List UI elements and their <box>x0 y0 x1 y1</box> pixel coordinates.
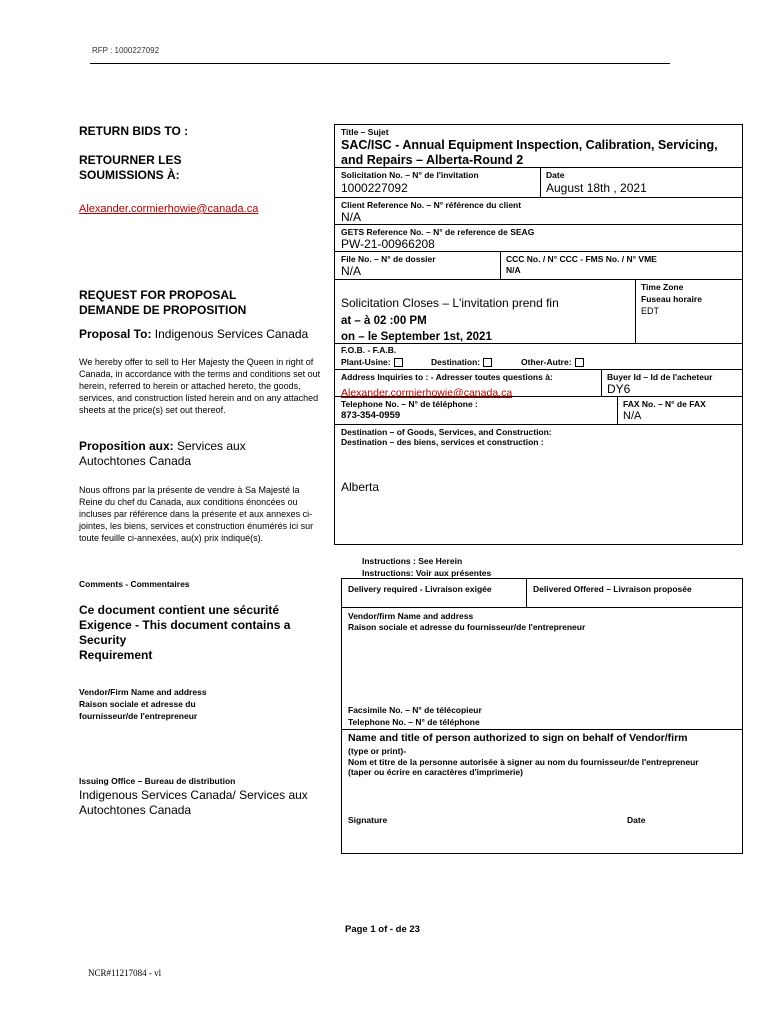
authorized-row[interactable] <box>342 729 742 853</box>
date-sign-label: Date <box>627 815 646 825</box>
title-label: Title – Sujet <box>341 127 389 137</box>
file-label: File No. – N° de dossier <box>341 254 436 264</box>
ccc-value: N/A <box>506 265 521 275</box>
instructions-line-2: Instructions: Voir aux présentes <box>362 568 492 578</box>
divider <box>540 168 541 198</box>
plant-checkbox[interactable] <box>394 358 403 367</box>
return-bids-fr-1: RETOURNER LES <box>79 153 182 167</box>
plant-option[interactable] <box>341 357 403 367</box>
destination-option[interactable] <box>431 357 492 367</box>
ncr-reference: NCR#11217084 - vl <box>88 968 162 978</box>
destination-row <box>335 424 742 544</box>
vendor-label-3: fournisseur/de l'entrepreneur <box>79 711 198 721</box>
offer-text-en: We hereby offer to sell to Her Majesty the Queen in right of Canada, in accordance with the terms and conditions set out herein, referred to herein or attached hereto, the goods, services, and construction listed herein and on any attached sheets at the price(s) set out thereof. <box>79 357 321 415</box>
inquiries-row <box>335 369 742 399</box>
vendor-firm-label-1: Vendor/firm Name and address <box>348 611 474 621</box>
authorized-title: Name and title of person authorized to sign on behalf of Vendor/firm <box>348 732 688 744</box>
gets-row <box>335 224 742 251</box>
comments-label: Comments - Commentaires <box>79 579 190 589</box>
security-line-3: Security <box>79 633 127 647</box>
inquiries-email[interactable]: Alexander.cormierhowie@canada.ca <box>341 387 513 399</box>
solicitation-label: Solicitation No. – N° de l'invitation <box>341 170 479 180</box>
fax-label: FAX No. – N° de FAX <box>623 399 706 409</box>
divider <box>601 370 602 397</box>
telephone-label: Telephone No. – N° de téléphone <box>348 717 480 727</box>
rfp-header: RFP : 1000227092 <box>92 46 160 55</box>
delivery-required: Delivery required - Livraison exigée <box>348 584 492 594</box>
gets-value: PW-21-00966208 <box>341 237 435 251</box>
dest-value: Alberta <box>341 480 380 494</box>
client-ref-row <box>335 197 742 224</box>
timezone-label-2: Fuseau horaire <box>641 294 702 304</box>
file-row <box>335 251 742 279</box>
return-email-link[interactable] <box>79 199 324 217</box>
proposal-to-value: Indigenous Services Canada <box>151 327 309 341</box>
dest-label-1: Destination – of Goods, Services, and Construction: <box>341 427 552 437</box>
proposition-label: Proposition aux: <box>79 439 174 453</box>
other-option[interactable] <box>521 357 584 367</box>
proposal-to <box>79 327 324 342</box>
solicitation-form <box>334 124 743 545</box>
vendor-label-2: Raison sociale et adresse du <box>79 699 196 709</box>
date-label: Date <box>546 170 565 180</box>
return-bids-fr-2: SOUMISSIONS À: <box>79 168 180 182</box>
proposal-to-label: Proposal To: <box>79 327 152 341</box>
rfp-title-en: REQUEST FOR PROPOSAL <box>79 288 237 302</box>
closes-row <box>335 279 742 343</box>
ccc-label: CCC No. / N° CCC - FMS No. / N° VME <box>506 254 657 264</box>
header-divider <box>90 63 670 64</box>
return-email[interactable]: Alexander.cormierhowie@canada.ca <box>79 203 259 215</box>
return-bids-en: RETURN BIDS TO : <box>79 124 189 138</box>
vendor-firm-label-2: Raison sociale et adresse du fournisseur/de l'entrepreneur <box>348 622 586 632</box>
phone-label: Telephone No. – N° de téléphone : <box>341 399 478 409</box>
authorized-sub: (type or print)- <box>348 746 407 756</box>
security-line-4: Requirement <box>79 648 153 662</box>
destination-label: Destination: <box>431 357 481 367</box>
proposition-aux <box>79 439 279 469</box>
buyer-value: DY6 <box>607 382 631 396</box>
solicitation-value: 1000227092 <box>341 181 408 195</box>
fob-label: F.O.B. - F.A.B. <box>341 345 397 355</box>
rfp-title-fr: DEMANDE DE PROPOSITION <box>79 303 247 317</box>
divider <box>617 397 618 425</box>
offer-text-fr: Nous offrons par la présente de vendre à Sa Majesté la Reine du chef du Canada, aux conditions énoncées ou incluses par référence dans la présente et aux annexes ci-jointes, les biens, services et construction énumérés ici sur toute feuille ci-annexées, au(x) prix indiqué(s). <box>79 485 314 543</box>
file-value: N/A <box>341 264 362 278</box>
instructions-line-1: Instructions : See Herein <box>362 556 463 566</box>
vendor-row[interactable] <box>342 607 742 729</box>
timezone-label-1: Time Zone <box>641 282 684 292</box>
divider <box>526 579 527 607</box>
solicitation-row <box>335 167 742 197</box>
fax-value: N/A <box>623 410 642 422</box>
destination-checkbox[interactable] <box>483 358 492 367</box>
page-number: Page 1 of - de 23 <box>345 924 420 935</box>
other-checkbox[interactable] <box>575 358 584 367</box>
closes-date: on – le September 1st, 2021 <box>341 331 492 343</box>
fob-row <box>335 343 742 369</box>
dest-label-2: Destination – des biens, services et construction : <box>341 437 544 447</box>
title-text: SAC/ISC - Annual Equipment Inspection, Calibration, Servicing, and Repairs – Alberta-Round 2 <box>341 138 718 167</box>
authorized-fr: Nom et titre de la personne autorisée à signer au nom du fournisseur/de l'entrepreneur (taper ou écrire en caractères d'imprimerie) <box>348 757 699 777</box>
facsimile-label: Facsimile No. – N° de télécopieur <box>348 705 482 715</box>
phone-value: 873-354-0959 <box>341 410 401 421</box>
date-value: August 18th , 2021 <box>546 181 647 195</box>
proposition-value: Services aux Autochtones Canada <box>79 439 246 468</box>
timezone-value: EDT <box>641 306 659 316</box>
closes-time: at – à 02 :00 PM <box>341 315 427 327</box>
issuing-office-label: Issuing Office – Bureau de distribution <box>79 776 236 786</box>
vendor-label-1: Vendor/Firm Name and address <box>79 687 207 697</box>
issuing-office-value: Indigenous Services Canada/ Services aux Autochtones Canada <box>79 788 308 817</box>
buyer-label: Buyer Id – Id de l'acheteur <box>607 372 713 382</box>
delivery-offered: Delivered Offered – Livraison proposée <box>533 584 692 594</box>
other-label: Other-Autre: <box>521 357 572 367</box>
security-line-2: Exigence - This document contains a <box>79 618 291 632</box>
security-line-1: Ce document contient une sécurité <box>79 603 280 617</box>
gets-label: GETS Reference No. – N° de reference de SEAG <box>341 227 535 237</box>
vendor-form <box>341 578 743 854</box>
title-value <box>341 138 736 168</box>
delivery-row <box>342 579 742 607</box>
inquiries-label: Address Inquiries to : - Adresser toutes questions à: <box>341 372 553 382</box>
plant-label: Plant-Usine: <box>341 357 391 367</box>
divider <box>500 252 501 280</box>
closes-label: Solicitation Closes – L'invitation prend fin <box>341 296 559 310</box>
divider <box>635 280 636 344</box>
signature-label: Signature <box>348 815 388 825</box>
client-ref-value: N/A <box>341 210 362 224</box>
phone-row <box>335 396 742 424</box>
client-ref-label: Client Reference No. – N° référence du client <box>341 200 522 210</box>
